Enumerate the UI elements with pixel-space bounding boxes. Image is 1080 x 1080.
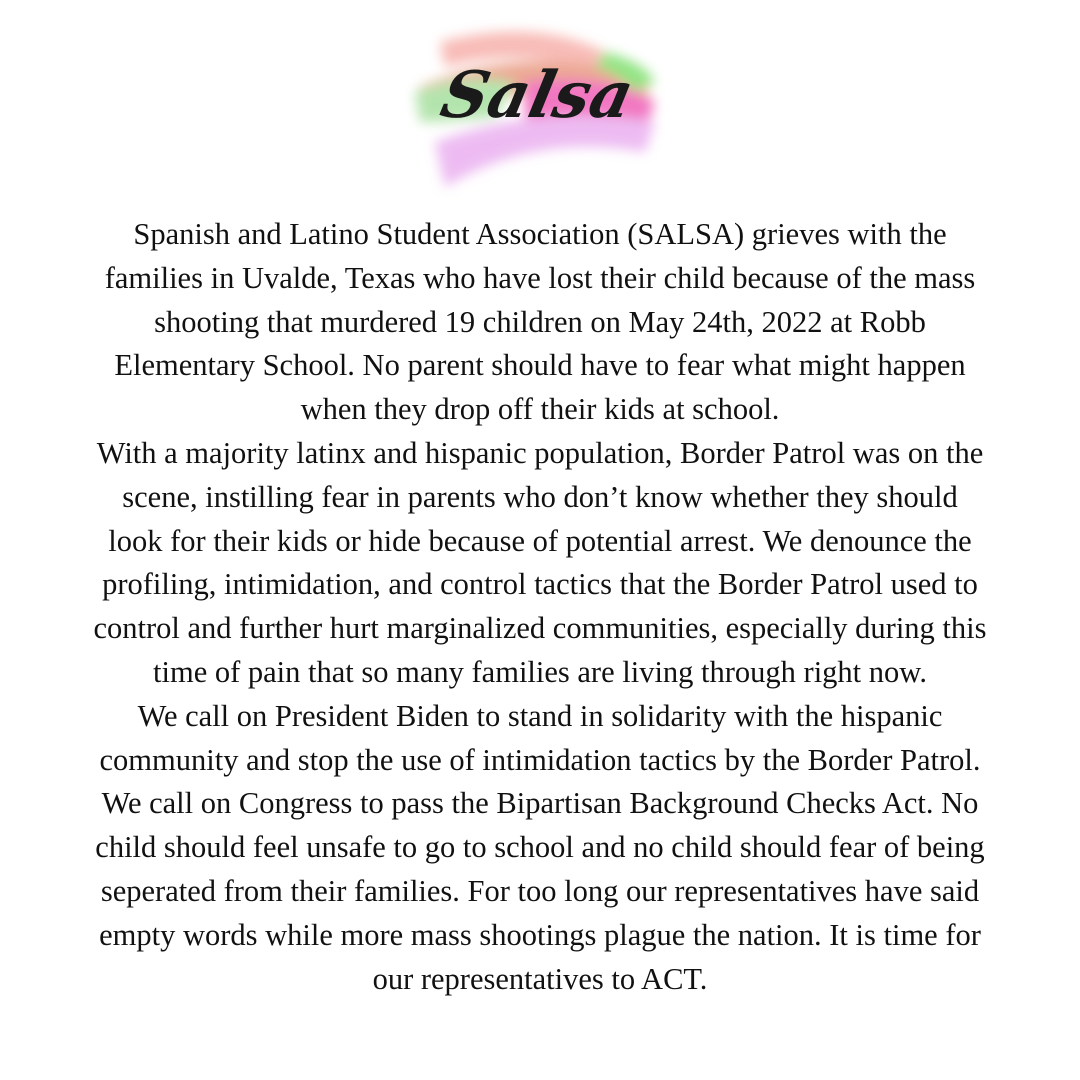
statement-line: look for their kids or hide because of potential arrest. We denounce the [108,523,972,558]
statement-line: seperated from their families. For too long our representatives have said [100,873,980,908]
statement-line: scene, instilling fear in parents who don’t know whether they should [122,479,958,514]
statement-line: We call on Congress to pass the Bipartisan Background Checks Act. No [101,786,979,821]
statement-line: our representatives to ACT. [372,961,708,996]
statement-text [0,213,1080,1001]
salsa-logo [405,12,665,197]
statement-line: shooting that murdered 19 children on May 24th, 2022 at Robb [154,304,926,339]
statement-line: We call on President Biden to stand in solidarity with the hispanic [137,698,943,733]
statement-line: child should feel unsafe to go to school and no child should fear of being [95,830,985,865]
statement-line: families in Uvalde, Texas who have lost their child because of the mass [104,260,976,295]
statement-line: time of pain that so many families are living through right now. [153,654,927,689]
statement-line: when they drop off their kids at school. [300,392,780,427]
statement-line: control and further hurt marginalized communities, especially during this [93,611,987,646]
statement-line: With a majority latinx and hispanic population, Border Patrol was on the [96,435,984,470]
statement-line: empty words while more mass shootings plague the nation. It is time for [99,917,981,952]
statement-line: Spanish and Latino Student Association (SALSA) grieves with the [133,217,947,251]
statement-line: community and stop the use of intimidation tactics by the Border Patrol. [99,742,981,777]
logo-wordmark: Salsa [434,57,641,133]
statement-line: profiling, intimidation, and control tactics that the Border Patrol used to [102,567,978,602]
statement-line: Elementary School. No parent should have to fear what might happen [114,348,966,383]
